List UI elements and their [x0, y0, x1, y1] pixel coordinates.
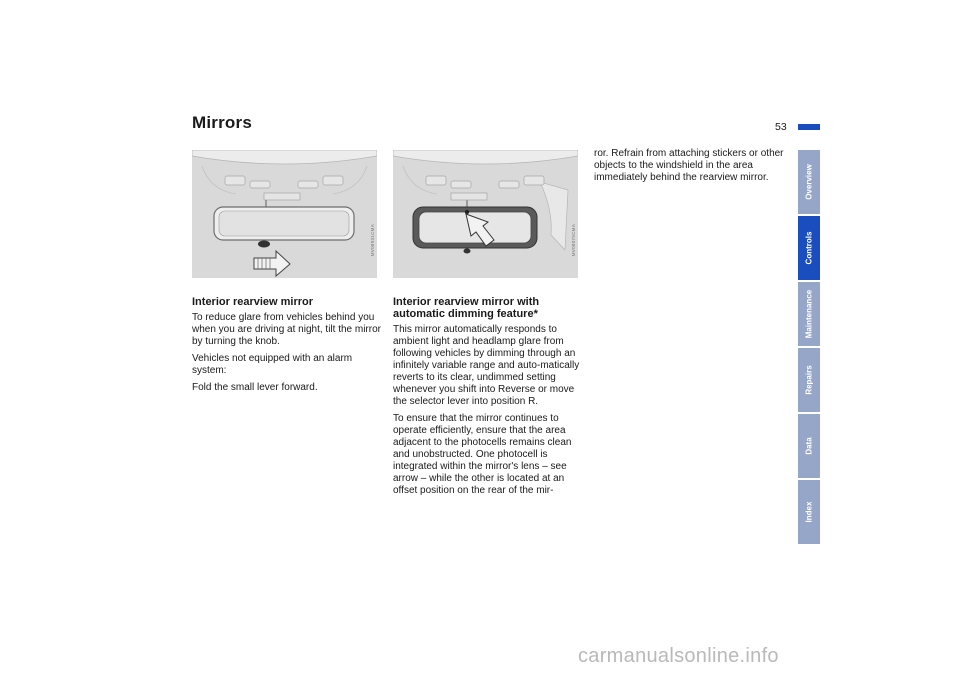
auto-dimming-mirror-drawing [393, 150, 578, 278]
mirror-drawing [192, 150, 377, 278]
section-heading: Interior rearview mirror with automatic dimming feature* [393, 296, 540, 320]
tab-controls[interactable] [798, 216, 820, 280]
watermark: carmanualsonline.info [578, 645, 779, 667]
tab-label: Repairs [804, 365, 814, 395]
tab-label: Overview [804, 164, 814, 200]
column-standard-mirror [192, 296, 382, 399]
tab-label: Data [804, 437, 814, 455]
figure-code: MV08931CMA [370, 223, 375, 256]
tab-label: Index [804, 501, 814, 523]
paragraph: Fold the small lever forward. [192, 382, 318, 393]
page-number: 53 [775, 121, 787, 133]
paragraph: ror. Refrain from attaching stickers or other objects to the windshield in the area immediately behind the rearview mirror. [594, 148, 784, 183]
tab-repairs[interactable] [798, 348, 820, 412]
tab-index[interactable] [798, 480, 820, 544]
paragraph: To ensure that the mirror continues to operate efficiently, ensure that the area adjacent to the photocells remains clean and unobstructed. One photocell is integrated within the mirror's lens – see arrow – while the other is located at an offset position on the rear of the mir- [393, 413, 572, 496]
page-marker [798, 124, 820, 130]
page-title: Mirrors [192, 113, 252, 132]
paragraph: To reduce glare from vehicles behind you when you are driving at night, tilt the mirror by turning the knob. [192, 312, 381, 347]
paragraph: Vehicles not equipped with an alarm system: [192, 353, 353, 376]
column-auto-dimming-mirror [393, 296, 583, 502]
tab-maintenance[interactable] [798, 282, 820, 346]
chapter-tabs [798, 150, 820, 546]
paragraph: This mirror automatically responds to ambient light and headlamp glare from following vehicles by dimming through an infinitely variable range and auto-matically reverts to its clear, undimmed setting whenever you shift into Reverse or move the selector lever into position R. [393, 324, 580, 407]
tab-label: Maintenance [804, 289, 814, 339]
mirror-illustration [192, 150, 377, 278]
tab-overview[interactable] [798, 150, 820, 214]
tab-data[interactable] [798, 414, 820, 478]
section-heading: Interior rearview mirror [192, 296, 314, 308]
auto-dimming-mirror-illustration [393, 150, 578, 278]
column-continuation [594, 148, 784, 189]
tab-label: Controls [804, 231, 814, 265]
figure-code: MV08079CMA [571, 223, 576, 256]
